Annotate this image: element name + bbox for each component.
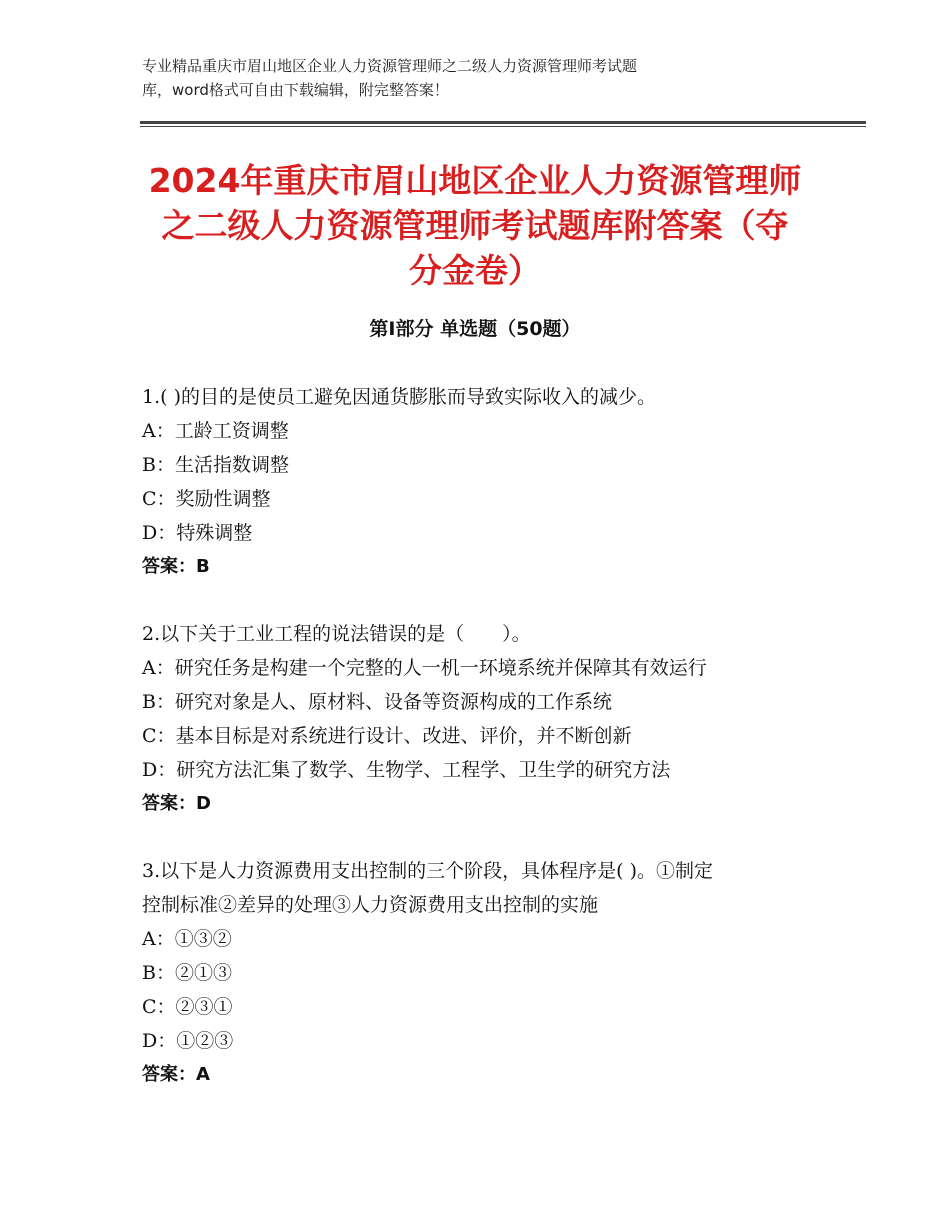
option-a: A：①③②: [142, 928, 232, 950]
question-1: [142, 380, 810, 584]
option-a: A：工龄工资调整: [142, 420, 289, 442]
title-line-3: 分金卷）: [409, 251, 541, 290]
header-line-2: 库，word格式可自由下载编辑，附完整答案！: [142, 81, 449, 99]
header-rule-thin: [140, 126, 866, 127]
question-3: [142, 854, 810, 1092]
question-stem-line-1: 3.以下是人力资源费用支出控制的三个阶段，具体程序是( )。①制定: [142, 860, 713, 882]
document-title: [140, 158, 810, 293]
answer-label: 答案：D: [142, 793, 211, 814]
option-d: D：特殊调整: [142, 522, 253, 544]
page-header: [142, 54, 802, 102]
title-line-2: 之二级人力资源管理师考试题库附答案（夺: [161, 206, 789, 245]
option-a: A：研究任务是构建一个完整的人一机一环境系统并保障其有效运行: [142, 657, 707, 679]
option-c: C：基本目标是对系统进行设计、改进、评价，并不断创新: [142, 725, 632, 747]
option-d: D：研究方法汇集了数学、生物学、工程学、卫生学的研究方法: [142, 759, 671, 781]
header-rule-thick: [140, 121, 866, 124]
option-b: B：研究对象是人、原材料、设备等资源构成的工作系统: [142, 691, 612, 713]
option-c: C：②③①: [142, 996, 233, 1018]
answer-label: 答案：A: [142, 1064, 210, 1085]
question-stem: 2.以下关于工业工程的说法错误的是（ ）。: [142, 623, 531, 645]
header-line-1: 专业精品重庆市眉山地区企业人力资源管理师之二级人力资源管理师考试题: [142, 57, 638, 75]
question-stem-line-2: 控制标准②差异的处理③人力资源费用支出控制的实施: [142, 894, 599, 916]
section-heading: 第Ⅰ部分 单选题（50题）: [369, 318, 581, 340]
title-line-1: 2024年重庆市眉山地区企业人力资源管理师: [148, 161, 802, 200]
question-list: [142, 380, 810, 1125]
question-stem: 1.( )的目的是使员工避免因通货膨胀而导致实际收入的减少。: [142, 386, 656, 408]
option-d: D：①②③: [142, 1030, 234, 1052]
option-c: C：奖励性调整: [142, 488, 271, 510]
answer-label: 答案：B: [142, 556, 210, 577]
option-b: B：②①③: [142, 962, 232, 984]
question-2: [142, 617, 810, 821]
option-b: B：生活指数调整: [142, 454, 289, 476]
